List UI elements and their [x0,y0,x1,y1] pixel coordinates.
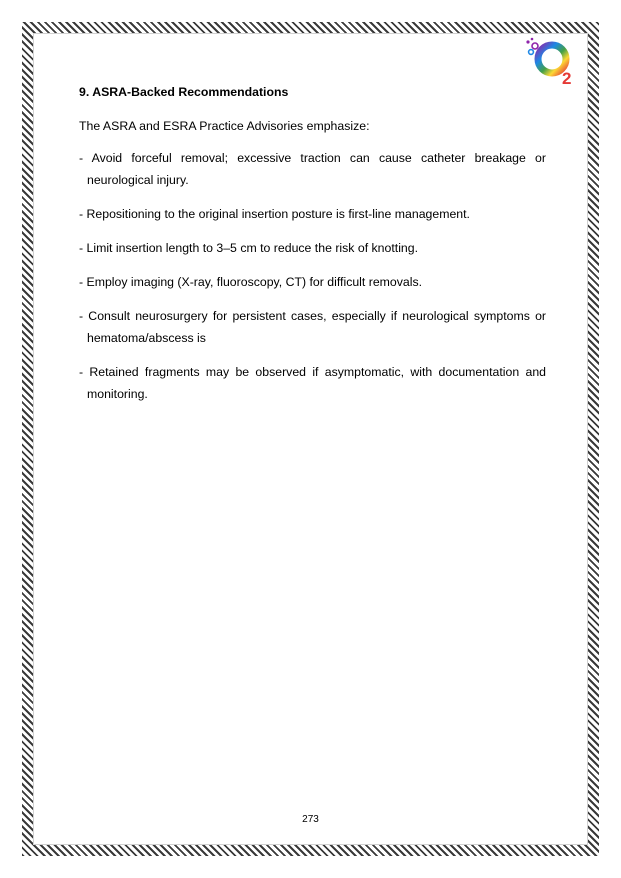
page-number: 273 [302,814,319,825]
list-item: - Employ imaging (X-ray, fluoroscopy, CT) for difficult removals. [79,275,423,289]
o2-logo-icon [522,36,578,88]
document-content [79,85,546,417]
recommendation-list [79,147,546,405]
list-item: - Consult neurosurgery for persistent cases, especially if neurological symptoms or hematoma/abscess is [79,309,546,345]
section-intro: The ASRA and ESRA Practice Advisories emphasize: [79,119,370,133]
section-heading: 9. ASRA-Backed Recommendations [79,85,289,99]
list-item: - Retained fragments may be observed if asymptomatic, with documentation and monitoring. [79,365,546,401]
list-item: - Limit insertion length to 3–5 cm to reduce the risk of knotting. [79,241,419,255]
svg-text:2: 2 [562,69,572,88]
list-item: - Avoid forceful removal; excessive traction can cause catheter breakage or neurological injury. [79,151,546,187]
list-item: - Repositioning to the original insertion posture is first-line management. [79,207,470,221]
